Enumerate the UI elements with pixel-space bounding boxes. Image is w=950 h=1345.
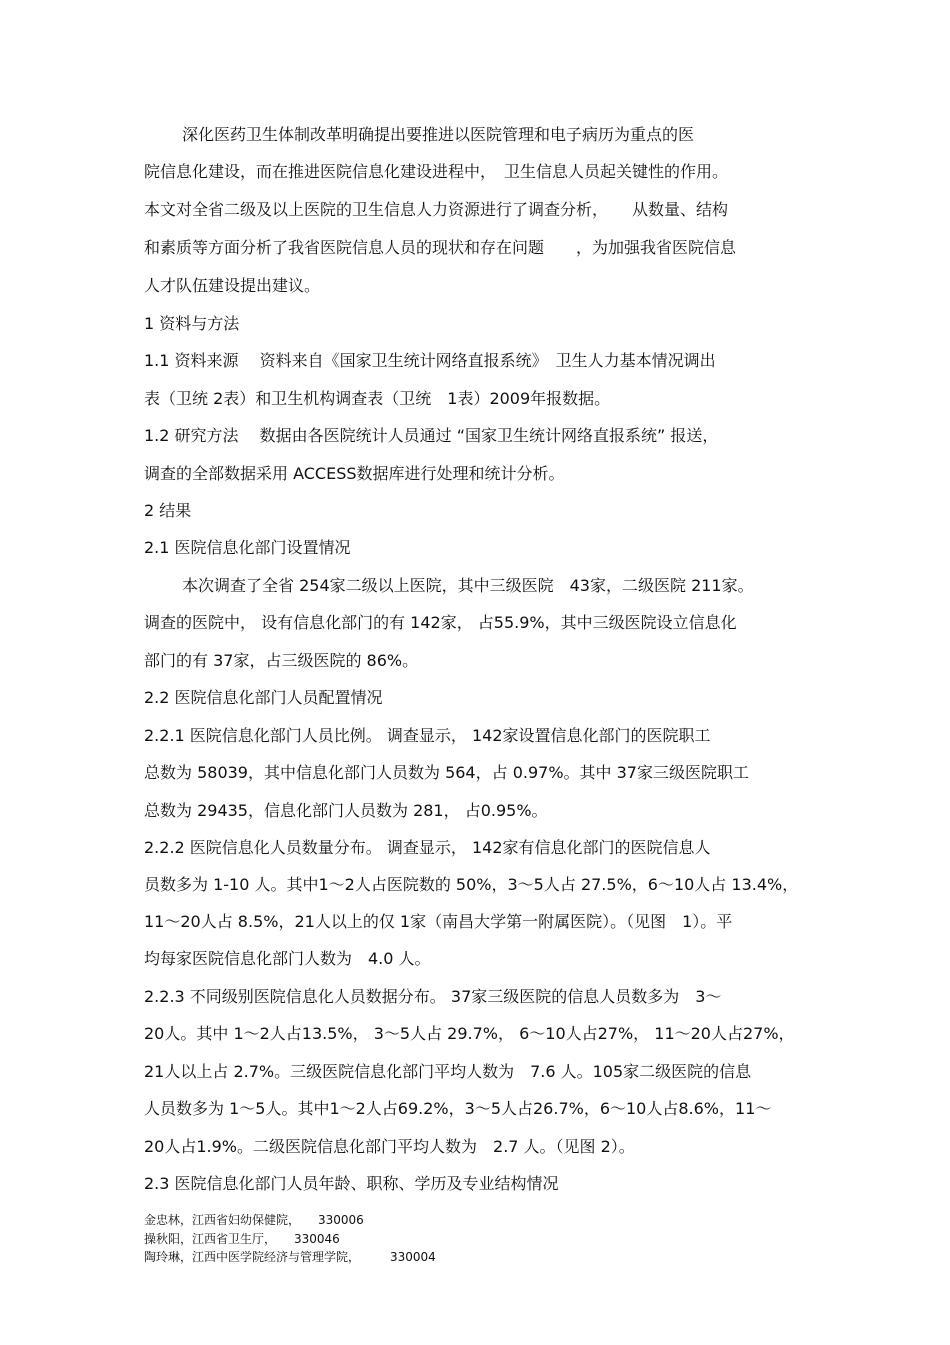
paragraph-line: 2.2.2 医院信息化人员数量分布。 调查显示， 142家有信息化部门的医院信息人 [144, 838, 711, 857]
paragraph-line: 21人以上占 2.7%。三级医院信息化部门平均人数为 7.6 人。105家二级医院的信息 [144, 1062, 752, 1081]
section-heading: 1 资料与方法 [144, 314, 240, 333]
paragraph-line: 部门的有 37家，占三级医院的 86%。 [144, 651, 419, 670]
paragraph-line: 1.2 研究方法 数据由各医院统计人员通过 “国家卫生统计网络直报系统” 报送， [144, 426, 719, 445]
paragraph-line: 11～20人占 8.5%，21人以上的仅 1家（南昌大学第一附属医院）。（见图 1）。平 [144, 912, 733, 931]
paragraph-line: 调查的医院中， 设有信息化部门的有 142家， 占55.9%，其中三级医院设立信息化 [144, 613, 737, 632]
paragraph-line: 2.2.3 不同级别医院信息化人员数据分布。 37家三级医院的信息人员数多为 3～ [144, 987, 722, 1006]
paragraph-line: 院信息化建设，而在推进医院信息化建设进程中， 卫生信息人员起关键性的作用。 [144, 162, 729, 181]
paragraph-line: 深化医药卫生体制改革明确提出要推进以医院管理和电子病历为重点的医 [182, 125, 695, 144]
paragraph-line: 调查的全部数据采用 ACCESS数据库进行处理和统计分析。 [144, 464, 565, 483]
subsection-heading: 2.2 医院信息化部门人员配置情况 [144, 688, 383, 707]
paragraph-line: 人才队伍建设提出建议。 [144, 276, 321, 295]
paragraph-line: 均每家医院信息化部门人数为 4.0 人。 [144, 949, 431, 968]
paragraph-line: 2.2.1 医院信息化部门人员比例。 调查显示， 142家设置信息化部门的医院职工 [144, 726, 711, 745]
paragraph-line: 本次调查了全省 254家二级以上医院，其中三级医院 43家，二级医院 211家。 [182, 576, 754, 595]
author-footnote: 陶玲琳，江西中医学院经济与管理学院， 330004 [144, 1250, 436, 1264]
paragraph-line: 总数为 58039，其中信息化部门人员数为 564，占 0.97%。其中 37家三级医院职工 [144, 763, 749, 782]
section-heading: 2 结果 [144, 501, 192, 520]
paragraph-line: 人员数多为 1～5人。其中1～2人占69.2%，3～5人占26.7%，6～10人占8.6%，11～ [144, 1099, 772, 1118]
paragraph-line: 20人占1.9%。二级医院信息化部门平均人数为 2.7 人。（见图 2）。 [144, 1137, 635, 1156]
author-footnote: 金忠林，江西省妇幼保健院， 330006 [144, 1213, 364, 1227]
paragraph-line: 表（卫统 2表）和卫生机构调查表（卫统 1表）2009年报数据。 [144, 389, 611, 408]
paragraph-line: 员数多为 1-10 人。其中1～2人占医院数的 50%，3～5人占 27.5%，6～10人占 13.4%， [144, 875, 799, 894]
paragraph-line: 本文对全省二级及以上医院的卫生信息人力资源进行了调查分析， 从数量、结构 [144, 200, 729, 219]
paragraph-line: 20人。其中 1～2人占13.5%， 3～5人占 29.7%， 6～10人占27%， 11～20人占27%， [144, 1024, 795, 1043]
subsection-heading: 2.1 医院信息化部门设置情况 [144, 538, 351, 557]
subsection-heading: 2.3 医院信息化部门人员年龄、职称、学历及专业结构情况 [144, 1174, 559, 1193]
author-footnote: 操秋阳，江西省卫生厅， 330046 [144, 1232, 340, 1246]
paragraph-line: 总数为 29435，信息化部门人员数为 281， 占0.95%。 [144, 801, 548, 820]
paragraph-line: 和素质等方面分析了我省医院信息人员的现状和存在问题 ，为加强我省医院信息 [144, 238, 737, 257]
paragraph-line: 1.1 资料来源 资料来自《国家卫生统计网络直报系统》 卫生人力基本情况调出 [144, 351, 716, 370]
